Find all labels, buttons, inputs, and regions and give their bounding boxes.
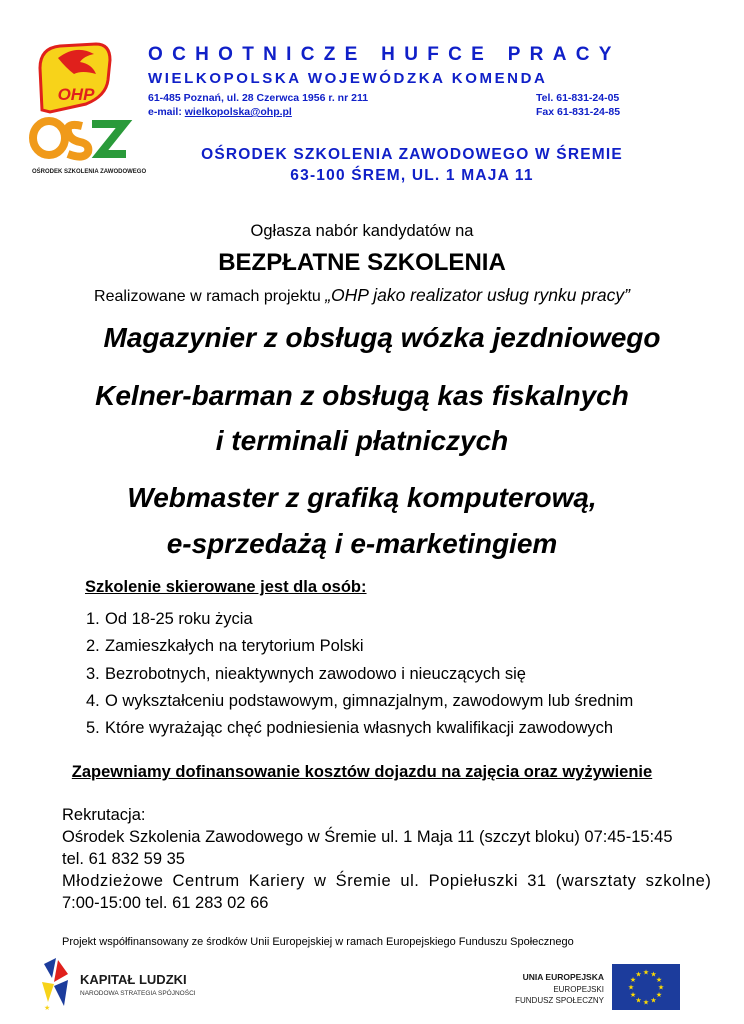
org-email-line xyxy=(148,106,292,118)
target-heading: Szkolenie skierowane jest dla osób: xyxy=(85,578,367,596)
course-title: Webmaster z grafiką komputerową, xyxy=(127,482,597,513)
list-item: 1. Od 18-25 roku życia xyxy=(86,610,253,628)
eu-star-icon: ★ xyxy=(635,971,642,979)
eu-star-icon: ★ xyxy=(629,992,637,999)
recruitment-label: Rekrutacja: xyxy=(62,806,146,824)
center-address: 63-100 ŚREM, UL. 1 MAJA 11 xyxy=(290,167,534,184)
list-item: 2. Zamieszkałych na terytorium Polski xyxy=(86,637,364,656)
ohp-logo-text: OHP xyxy=(57,85,95,104)
recruitment-line: Ośrodek Szkolenia Zawodowego w Śremie ul. 1 Maja 11 (szczyt bloku) 07:45-15:45 xyxy=(62,828,673,846)
osz-logo-caption: OŚRODEK SZKOLENIA ZAWODOWEGO xyxy=(32,169,147,175)
eu-star-icon: ★ xyxy=(642,999,650,1007)
org-subtitle: WIELKOPOLSKA WOJEWÓDZKA KOMENDA xyxy=(148,70,548,87)
list-item: 3. Bezrobotnych, nieaktywnych zawodowo i nieuczących się xyxy=(86,664,526,683)
org-fax: Fax 61-831-24-85 xyxy=(536,106,621,118)
eu-star-icon: ★ xyxy=(650,997,657,1005)
project-name: „OHP jako realizator usług rynku pracy” xyxy=(325,285,630,305)
eu-logo xyxy=(508,960,684,1014)
eu-star-icon: ★ xyxy=(650,971,657,979)
course-title: Kelner-barman z obsługą kas fiskalnych xyxy=(95,380,629,411)
eu-star-icon: ★ xyxy=(635,997,642,1005)
list-item: 4. O wykształceniu podstawowym, gimnazjalnym, zawodowym lub średnim xyxy=(86,691,634,710)
email-label: e-mail: xyxy=(148,106,185,118)
eu-star-icon: ★ xyxy=(657,984,665,992)
course-title: Magazynier z obsługą wózka jezdniowego xyxy=(103,322,661,353)
kl-title: KAPITAŁ LUDZKI xyxy=(80,972,187,987)
eu-star-icon: ★ xyxy=(655,992,663,999)
eu-star-icon: ★ xyxy=(655,977,663,984)
eu-star-icon: ★ xyxy=(629,977,637,984)
org-phone: Tel. 61-831-24-05 xyxy=(536,92,620,104)
eu-star-icon: ★ xyxy=(642,969,650,977)
kl-subtitle: NARODOWA STRATEGIA SPÓJNOŚCI xyxy=(80,990,196,997)
eu-sub2: FUNDUSZ SPOŁECZNY xyxy=(515,996,604,1005)
main-title: BEZPŁATNE SZKOLENIA xyxy=(218,249,506,276)
announcement: Ogłasza nabór kandydatów na xyxy=(250,222,474,240)
center-name: OŚRODEK SZKOLENIA ZAWODOWEGO W ŚREMIE xyxy=(201,146,623,163)
eu-title: UNIA EUROPEJSKA xyxy=(522,972,604,982)
recruitment-line: 7:00-15:00 tel. 61 283 02 66 xyxy=(62,894,269,912)
funding-note: Zapewniamy dofinansowanie kosztów dojazdu na zajęcia oraz wyżywienie xyxy=(71,763,653,781)
org-title: OCHOTNICZE HUFCE PRACY xyxy=(148,44,621,65)
list-item: 5. Które wyrażając chęć podniesienia własnych kwalifikacji zawodowych xyxy=(86,719,614,738)
recruitment-block xyxy=(62,804,712,914)
project-prefix: Realizowane w ramach projektu xyxy=(94,288,326,305)
osz-logo xyxy=(30,116,147,178)
email-link[interactable]: wielkopolska@ohp.pl xyxy=(184,106,292,118)
recruitment-line: tel. 61 832 59 35 xyxy=(62,850,185,868)
eu-star-icon: ★ xyxy=(44,1005,51,1012)
eu-sub1: EUROPEJSKI xyxy=(553,985,604,994)
kapital-ludzki-logo xyxy=(38,954,208,1012)
course-title-cont: e-sprzedażą i e-marketingiem xyxy=(166,528,558,559)
recruitment-line: Młodzieżowe Centrum Kariery w Śremie ul. Popiełuszki 31 (warsztaty szkolne) xyxy=(62,872,712,890)
org-address: 61-485 Poznań, ul. 28 Czerwca 1956 r. nr 211 xyxy=(148,92,369,104)
cofunding-note: Projekt współfinansowany ze środków Unii Europejskiej w ramach Europejskiego Funduszu Społecznego xyxy=(62,936,574,948)
ohp-logo xyxy=(36,40,114,116)
course-title-cont: i terminali płatniczych xyxy=(215,425,509,456)
criteria-list xyxy=(86,610,633,746)
eu-star-icon: ★ xyxy=(627,984,635,992)
project-line xyxy=(0,285,724,306)
